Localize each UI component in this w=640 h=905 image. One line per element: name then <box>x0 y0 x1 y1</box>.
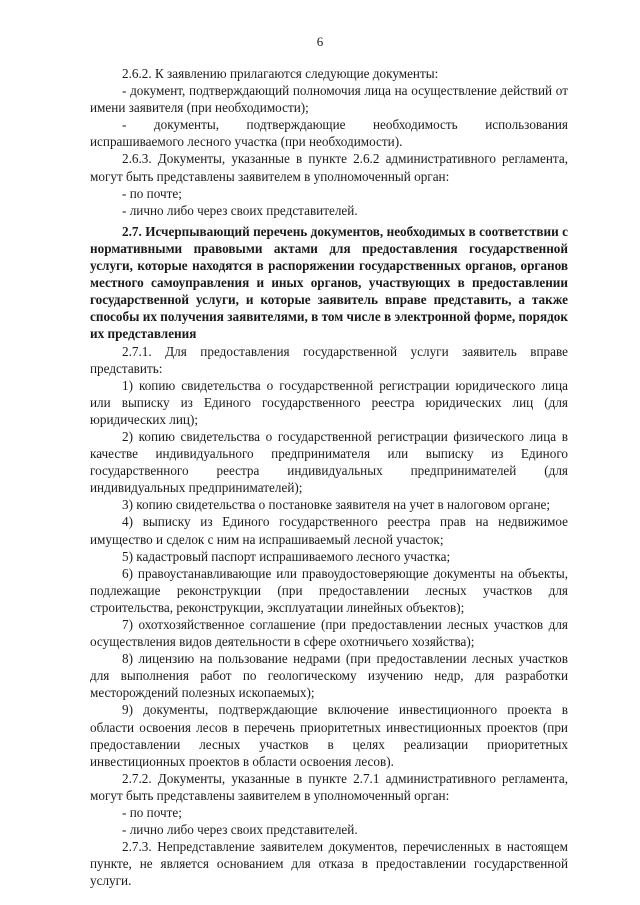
list-item: 2) копию свидетельства о государственной регистрации физического лица в качестве индивидуального предпринимателя или выписку из Единого государственного реестра индивидуальных предпринимателей (для индивидуальных предпринимателей); <box>90 428 568 496</box>
paragraph: - по почте; <box>122 185 182 201</box>
list-item: 7) охотхозяйственное соглашение (при предоставлении лесных участков для осуществления видов деятельности в сфере охотничьего хозяйства); <box>90 617 568 650</box>
list-item: 3) копию свидетельства о постановке заявителя на учет в налоговом органе; <box>122 497 551 513</box>
paragraph: - по почте; <box>122 805 182 821</box>
paragraph: 2.6.2. К заявлению прилагаются следующие документы: <box>122 66 439 81</box>
paragraph: - документ, подтверждающий полномочия лица на осуществление действий от имени заявителя (при необходимости); <box>90 83 568 116</box>
document-body <box>90 65 568 890</box>
list-item: 1) копию свидетельства о государственной регистрации юридического лица или выписку из Единого государственного реестра юридических лиц (для юридических лиц); <box>90 377 568 427</box>
list-item: 5) кадастровый паспорт испрашиваемого лесного участка; <box>122 548 451 564</box>
paragraph: 2.7.3. Непредставление заявителем документов, перечисленных в настоящем пункте, не является основанием для отказа в предоставлении государственной услуги. <box>90 839 568 889</box>
list-item: 8) лицензию на пользование недрами (при предоставлении лесных участков для выполнения работ по геологическому изучению недр, для разработки месторождений полезных ископаемых); <box>90 651 568 701</box>
paragraph: 2.7.2. Документы, указанные в пункте 2.7.1 административного регламента, могут быть представлены заявителем в уполномоченный орган: <box>90 770 568 803</box>
paragraph: - лично либо через своих представителей. <box>122 202 358 218</box>
list-item: 4) выписку из Единого государственного реестра прав на недвижимое имущество и сделок с ним на испрашиваемый лесной участок; <box>90 514 568 547</box>
paragraph: 2.7.1. Для предоставления государственной услуги заявитель вправе представить: <box>90 343 568 376</box>
page-number: 6 <box>316 34 324 49</box>
paragraph: - документы, подтверждающие необходимость использования испрашиваемого лесного участка (при необходимости). <box>90 117 568 150</box>
list-item: 9) документы, подтверждающие включение инвестиционного проекта в области освоения лесов в перечень приоритетных инвестиционных проектов (при предоставлении лесных участков в целях реализации приоритетных инвестиционных проектов в области освоения лесов). <box>90 702 568 769</box>
section-heading: 2.7. Исчерпывающий перечень документов, необходимых в соответствии с нормативными правовыми актами для предоставления государственной услуги, которые находятся в распоряжении государственных органов, органов местного самоуправления и иных органов, участвующих в предоставлении государственной услуги, и которые заявитель вправе представить, а также способы их получения заявителями, в том числе в электронной форме, порядок их представления <box>90 223 568 342</box>
paragraph: - лично либо через своих представителей. <box>122 822 358 838</box>
paragraph: 2.6.3. Документы, указанные в пункте 2.6.2 административного регламента, могут быть представлены заявителем в уполномоченный орган: <box>90 151 568 184</box>
list-item: 6) правоустанавливающие или правоудостоверяющие документы на объекты, подлежащие реконструкции (при предоставлении лесных участков для строительства, реконструкции, эксплуатации линейных объектов); <box>90 565 568 615</box>
